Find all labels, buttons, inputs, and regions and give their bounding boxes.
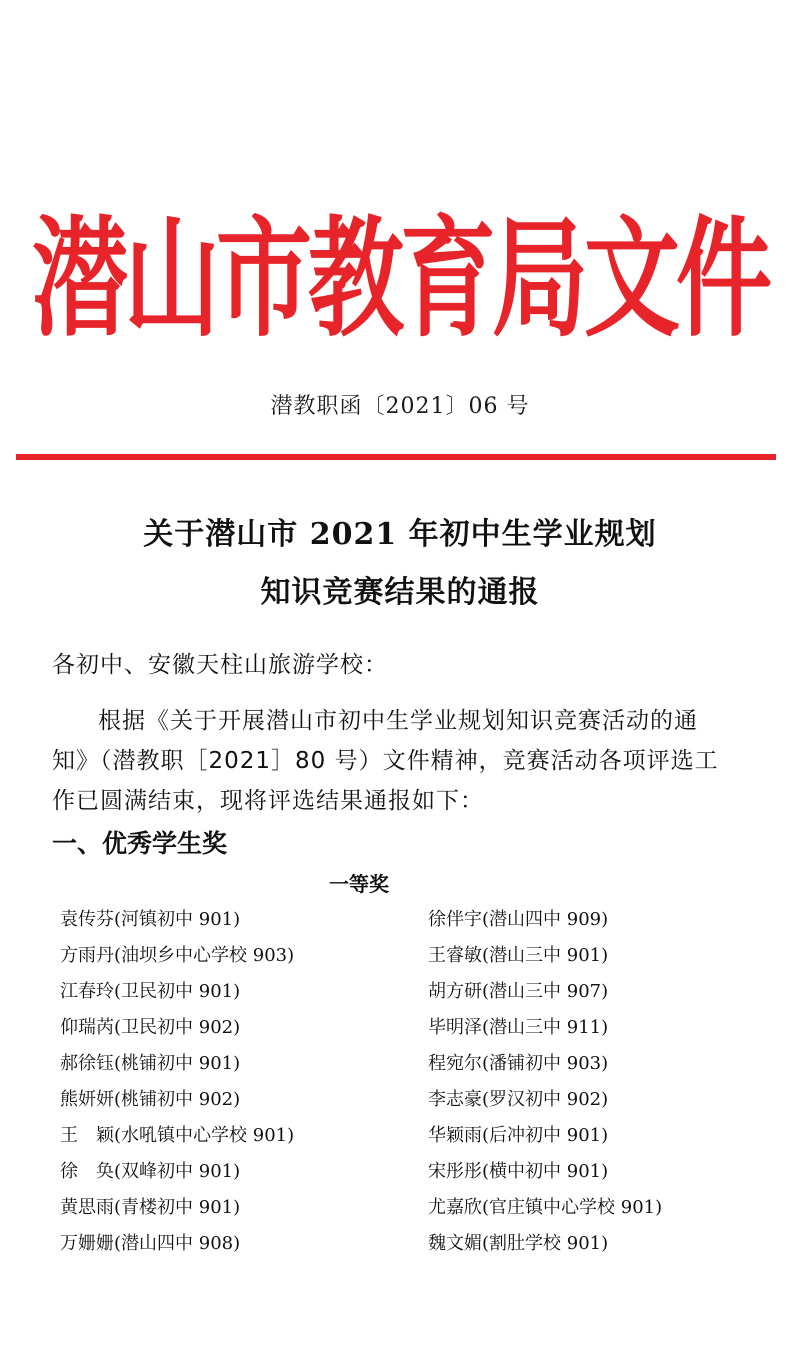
winner-entry: 王 颖(水吼镇中心学校 901): [60, 1125, 295, 1146]
paragraph-line-1: 根据《关于开展潜山市初中生学业规划知识竞赛活动的通: [98, 708, 698, 734]
paragraph-line-3: 作已圆满结束，现将评选结果通报如下：: [52, 788, 484, 814]
winner-entry: 徐伴宇(潜山四中 909): [428, 909, 609, 930]
masthead-title: 潜山市教育局文件: [32, 203, 768, 355]
winner-entry: 尤嘉欣(官庄镇中心学校 901): [428, 1197, 663, 1218]
award-level-heading: 一等奖: [329, 872, 389, 896]
addressee: 各初中、安徽天柱山旅游学校：: [52, 652, 388, 678]
winner-entry: 宋彤彤(横中初中 901): [428, 1161, 609, 1182]
winner-entry: 江春玲(卫民初中 901): [60, 981, 241, 1002]
winner-entry: 万姗姗(潜山四中 908): [60, 1233, 241, 1254]
document-number: 潜教职函〔2021〕06 号: [270, 394, 530, 419]
winner-entry: 袁传芬(河镇初中 901): [60, 909, 241, 930]
winner-entry: 程宛尔(潘铺初中 903): [428, 1053, 609, 1074]
winner-entry: 李志豪(罗汉初中 902): [428, 1089, 609, 1110]
winner-entry: 毕明泽(潜山三中 911): [428, 1017, 609, 1038]
winner-entry: 华颖雨(后冲初中 901): [428, 1125, 609, 1146]
red-divider-rule: [16, 454, 776, 460]
winner-entry: 仰瑞芮(卫民初中 902): [60, 1017, 241, 1038]
winner-entry: 徐 奂(双峰初中 901): [60, 1161, 241, 1182]
winner-entry: 熊妍妍(桃铺初中 902): [60, 1089, 241, 1110]
winner-entry: 郝徐钰(桃铺初中 901): [60, 1053, 241, 1074]
winner-entry: 黄思雨(青楼初中 901): [60, 1197, 241, 1218]
winners-left-column: [60, 902, 294, 1262]
winner-entry: 方雨丹(油坝乡中心学校 903): [60, 945, 295, 966]
winner-entry: 王睿敏(潜山三中 901): [428, 945, 609, 966]
document-title-line-1: 关于潜山市 2021 年初中生学业规划: [143, 517, 657, 552]
section-heading: 一、优秀学生奖: [52, 829, 228, 858]
paragraph-line-2: 知》（潜教职［2021］80 号）文件精神，竞赛活动各项评选工: [52, 748, 719, 774]
winner-entry: 胡方研(潜山三中 907): [428, 981, 609, 1002]
document-title-line-2: 知识竞赛结果的通报: [260, 575, 540, 610]
winners-list: [0, 902, 800, 1262]
winners-right-column: [428, 902, 662, 1262]
winner-entry: 魏文媚(割肚学校 901): [428, 1233, 609, 1254]
